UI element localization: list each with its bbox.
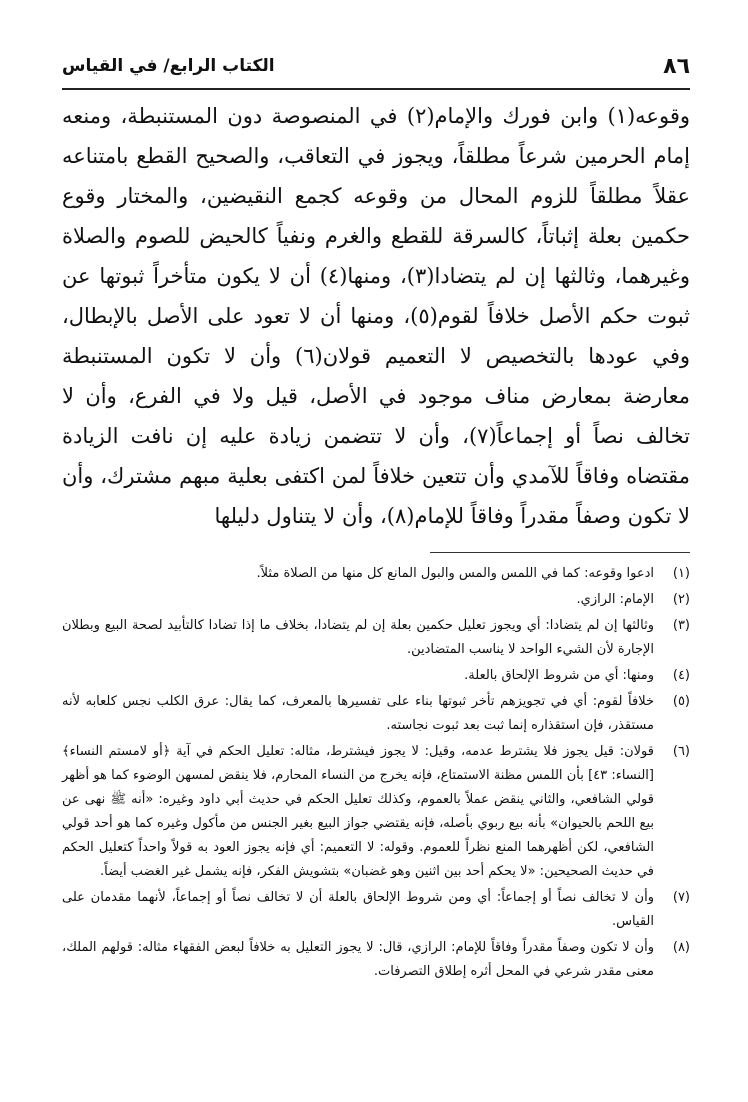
page-number: ٨٦ [663, 54, 690, 79]
footnote [62, 664, 690, 688]
footnote-number: (٢) [672, 592, 690, 607]
footnote [62, 886, 690, 934]
footnote [62, 936, 690, 984]
footnotes [62, 562, 690, 986]
footnote [62, 740, 690, 884]
footnote-number: (٣) [672, 618, 690, 633]
footnote-text: خلافاً لقوم: أي في تجويزهم تأخر ثبوتها بناء على تفسيرها بالمعرف، كما يقال: عرق الكلب نجس كلعابه لأنه مستقذر، فإن استقذاره إنما ثبت بعد ثبوت نجاسته. [62, 694, 654, 733]
footnote [62, 614, 690, 662]
footnote-text: ادعوا وقوعه: كما في اللمس والمس والبول المانع كل منها من الصلاة مثلاً. [256, 566, 654, 581]
footnote [62, 588, 690, 612]
footnote [62, 690, 690, 738]
footnote-number: (١) [672, 566, 690, 581]
running-title: الكتاب الرابع/ في القياس [62, 56, 275, 76]
footnote-text: وأن لا تخالف نصاً أو إجماعاً: أي ومن شروط الإلحاق بالعلة أن لا تخالف نصاً أو إجماعاً، لأنهما مقدمان على القياس. [62, 890, 654, 929]
footnote-text: وأن لا تكون وصفاً مقدراً وفاقاً للإمام: الرازي، قال: لا يجوز التعليل به خلافاً لبعض الفقهاء مثاله: قولهم الملك، معنى مقدر شرعي في المحل أثره إطلاق التصرفات. [62, 940, 654, 979]
footnote-number: (٨) [672, 940, 690, 955]
footnote-text: ومنها: أي من شروط الإلحاق بالعلة. [464, 668, 654, 683]
footnote [62, 562, 690, 586]
footnote-number: (٦) [672, 744, 690, 759]
footnote-number: (٧) [672, 890, 690, 905]
footnote-number: (٥) [672, 694, 690, 709]
footnote-text: وثالثها إن لم يتضادا: أي ويجوز تعليل حكمين بعلة إن لم يتضادا، بخلاف ما إذا تضادا كالتأبيد لصحة البيع وبطلان الإجارة لأن الشيء الواحد لا يناسب المتضادين. [62, 618, 654, 657]
footnote-text: قولان: قيل يجوز فلا يشترط عدمه، وقيل: لا يجوز فيشترط، مثاله: تعليل الحكم في آية ﴿أو لامستم النساء﴾ [النساء: ٤٣] بأن اللمس مظنة الاستمتاع، فإنه يخرج من النساء المحارم، فلا ينقض لمسهن الوضوء كما هو أظهر قولي الشافعي، والثاني ينقض عملاً بالعموم، وكذلك تعليل الحكم في حديث أبي داود وغيره: «أنه ﷺ نهى عن بيع اللحم بالحيوان» بأنه بيع ربوي بأصله، فإنه يقتضي جواز البيع بغير الجنس من مأكول وغيره كما هو أحد قولي الشافعي، لكن أظهرهما المنع نظراً للعموم. وقوله: لا التعميم: أي فإنه يجوز العود به قولاً واحداً كتعليل الحكم في حديث الصحيحين: «لا يحكم أحد بين اثنين وهو غضبان» بتشويش الفكر، فإنه يشمل غير الغضب أيضاً. [62, 744, 654, 879]
page-header [62, 54, 690, 90]
footnote-text: الإمام: الرازي. [576, 592, 654, 607]
footnote-separator [430, 552, 690, 553]
footnote-number: (٤) [672, 668, 690, 683]
main-text: وقوعه(١) وابن فورك والإمام(٢) في المنصوصة دون المستنبطة، ومنعه إمام الحرمين شرعاً مطلقاً، ويجوز في التعاقب، والصحيح القطع بامتناعه عقلاً مطلقاً للزوم المحال من وقوعه كجمع النقيضين، والمختار وقوع حكمين بعلة إثباتاً، كالسرقة للقطع والغرم ونفياً كالحيض للصوم والصلاة وغيرهما، وثالثها إن لم يتضادا(٣)، ومنها(٤) أن لا يكون متأخراً ثبوتها عن ثبوت حكم الأصل خلافاً لقوم(٥)، ومنها أن لا تعود على الأصل بالإبطال، وفي عودها بالتخصيص لا التعميم قولان(٦) وأن لا تكون المستنبطة معارضة بمعارض مناف موجود في الأصل، قيل ولا في الفرع، وأن لا تخالف نصاً أو إجماعاً(٧)، وأن لا تتضمن زيادة عليه إن نافت الزيادة مقتضاه وفاقاً للآمدي وأن تتعين خلافاً لمن اكتفى بعلية مبهم مشترك، وأن لا تكون وصفاً مقدراً وفاقاً للإمام(٨)، وأن لا يتناول دليلها [62, 104, 690, 528]
